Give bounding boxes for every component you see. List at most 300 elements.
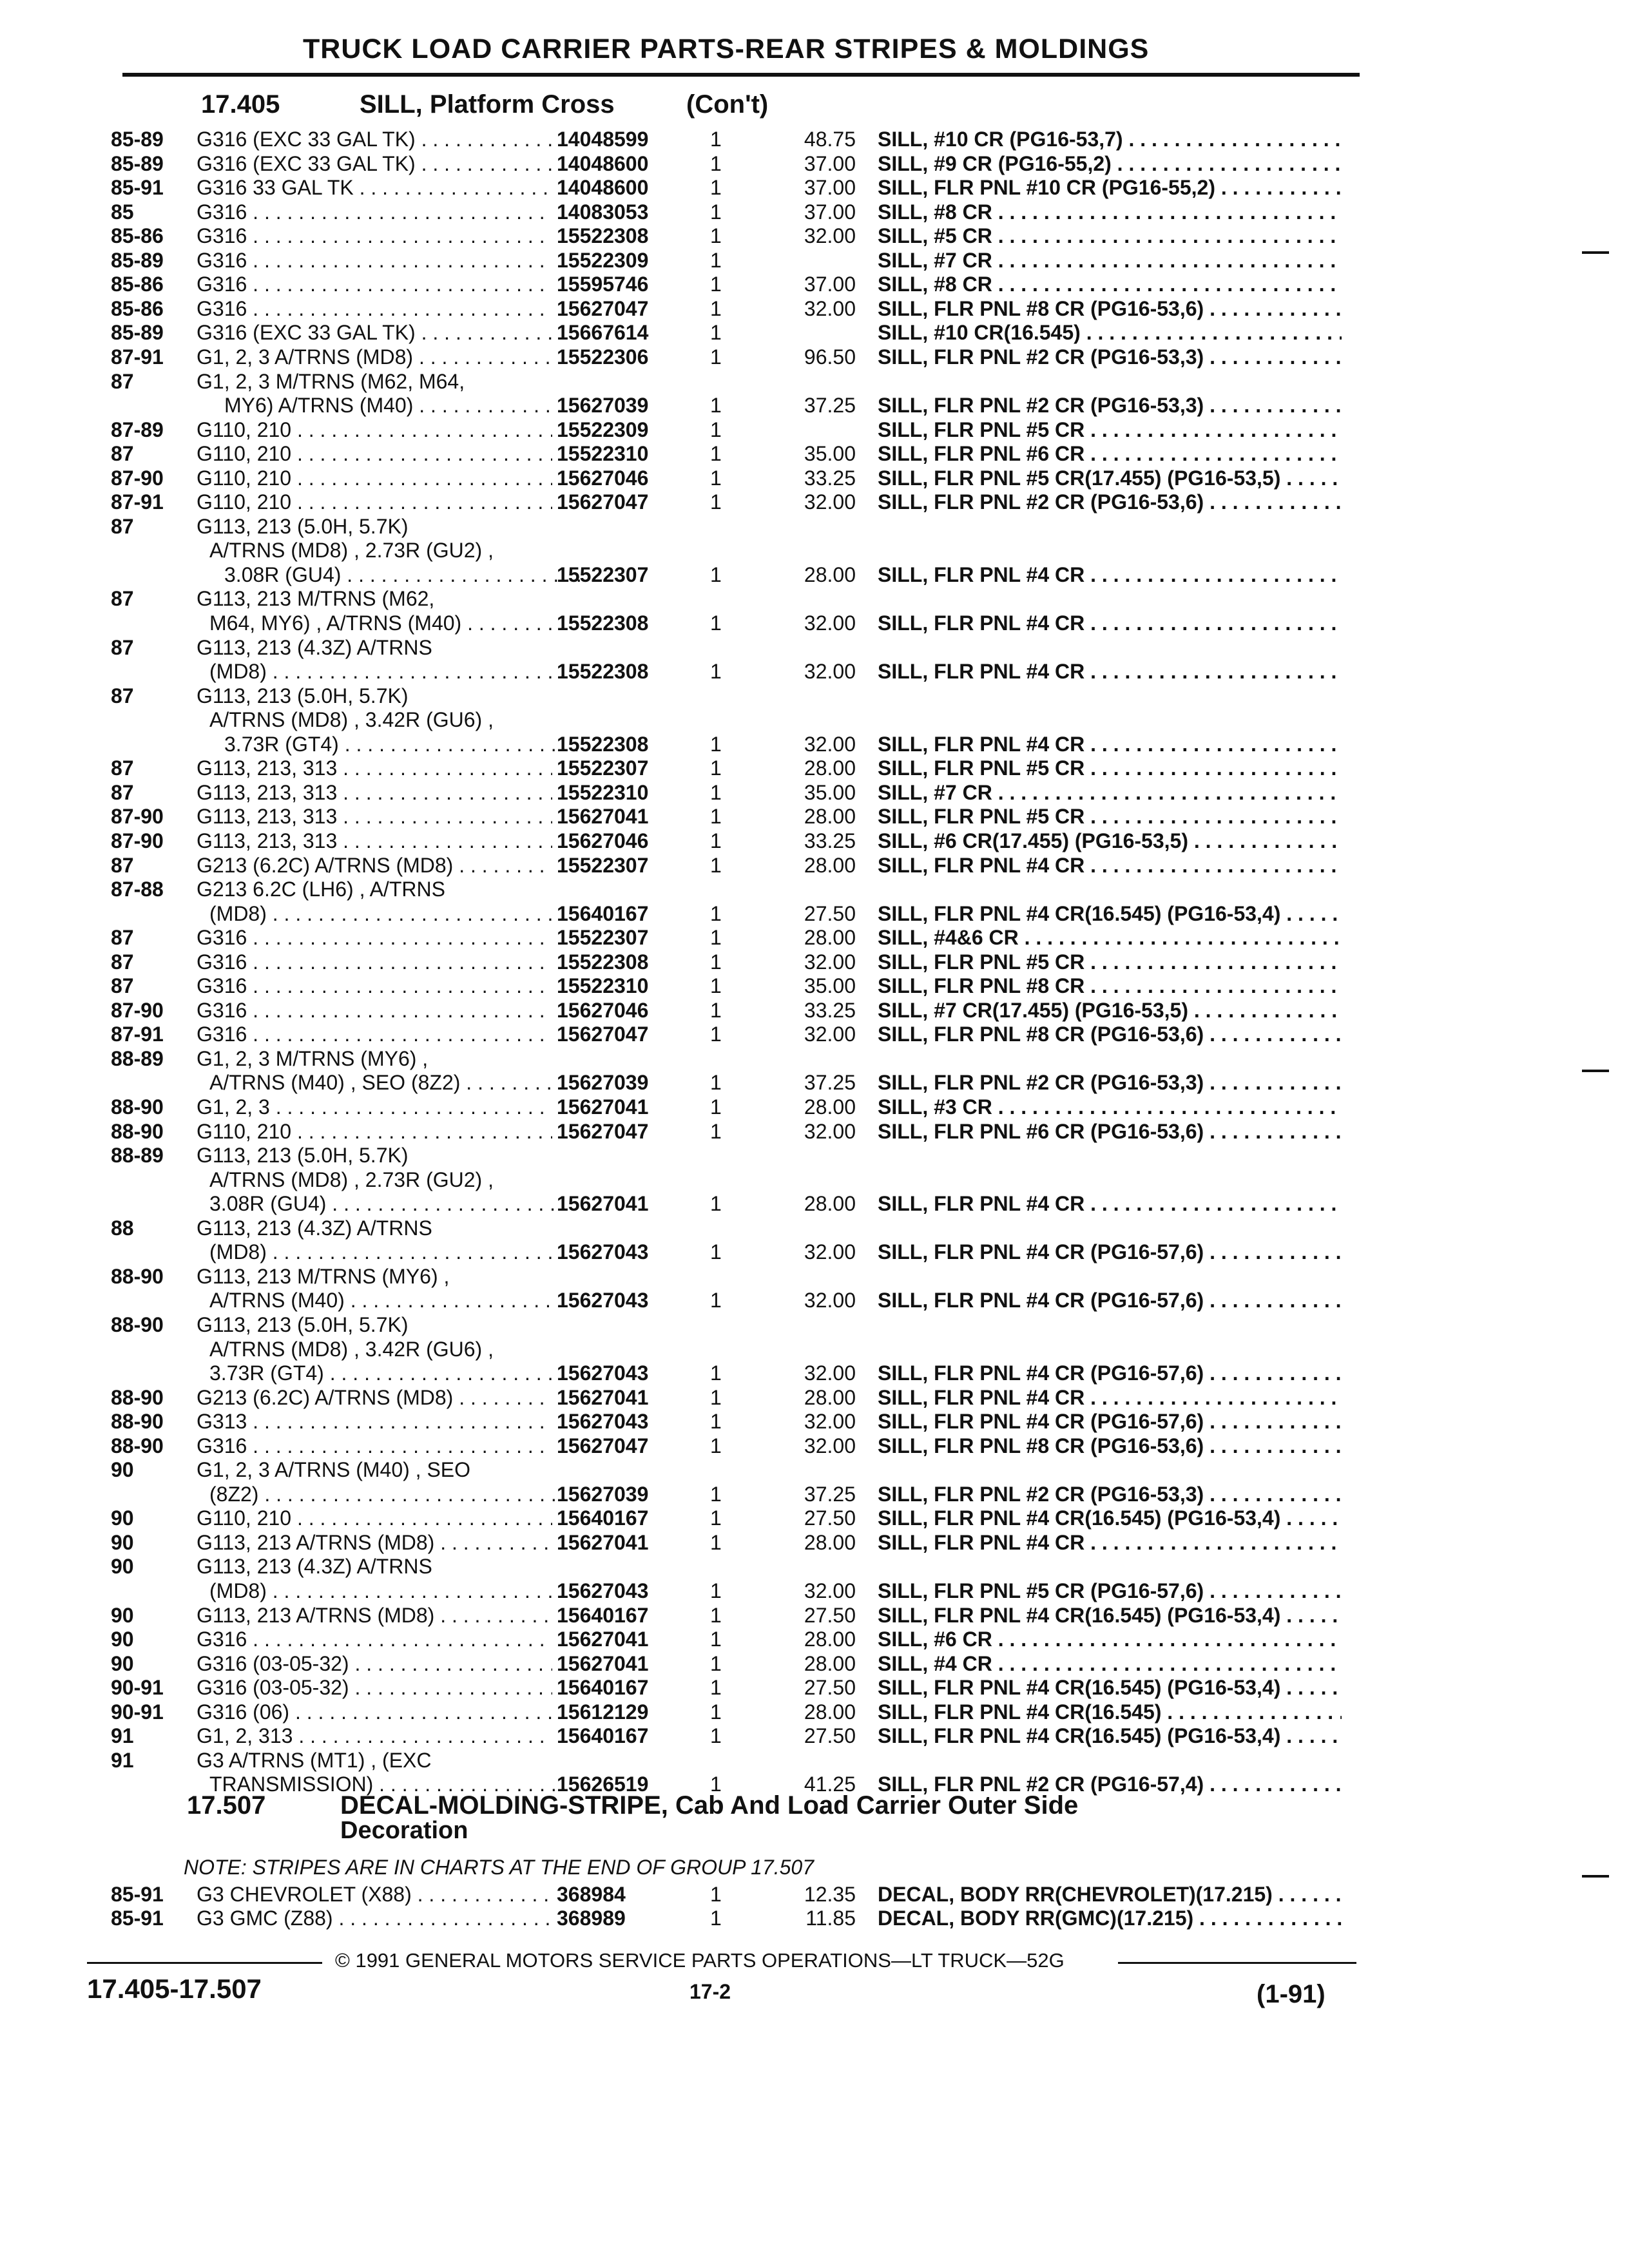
application-desc: G113, 213 M/TRNS (MY6) , <box>197 1264 450 1288</box>
application-desc: G316 . . . <box>197 249 552 273</box>
part-number: 15640167 <box>557 1676 649 1700</box>
quantity: 1 <box>710 273 722 296</box>
part-name: SILL, FLR PNL #4 CR . . . <box>878 1192 1342 1216</box>
quantity: 1 <box>710 1724 722 1748</box>
quantity: 1 <box>710 1603 722 1627</box>
application-desc: G113, 213 (5.0H, 5.7K) <box>197 514 409 538</box>
price: 32.00 <box>804 732 856 756</box>
application-desc: G316 . . . <box>197 974 552 998</box>
part-number: 15627041 <box>557 805 649 829</box>
price: 32.00 <box>804 950 856 974</box>
part-name: SILL, #6 CR(17.455) (PG16-53,5) . . . <box>878 829 1342 853</box>
quantity: 1 <box>710 1240 722 1264</box>
part-number: 15627043 <box>557 1579 649 1602</box>
section-heading-17507 <box>0 1791 1629 1849</box>
part-name: SILL, FLR PNL #8 CR (PG16-53,6) . . . <box>878 1434 1342 1458</box>
part-number: 15627047 <box>557 296 649 320</box>
quantity: 1 <box>710 1361 722 1385</box>
price: 32.00 <box>804 1289 856 1312</box>
price: 32.00 <box>804 1119 856 1143</box>
model-years: 87-91 <box>111 345 164 369</box>
part-number: 15640167 <box>557 1506 649 1530</box>
part-number: 15640167 <box>557 1724 649 1748</box>
application-desc: A/TRNS (MD8) , 2.73R (GU2) , <box>209 1168 494 1191</box>
model-years: 88-90 <box>111 1434 164 1457</box>
model-years: 87 <box>111 853 134 877</box>
price: 28.00 <box>804 805 856 829</box>
part-name: SILL, #4 CR . . . <box>878 1652 1342 1676</box>
model-years: 87 <box>111 950 134 974</box>
part-number: 15627039 <box>557 1071 649 1095</box>
application-desc: G113, 213 A/TRNS (MD8) . . . <box>197 1604 552 1628</box>
application-desc: G316 33 GAL TK . . . <box>197 176 552 200</box>
quantity: 1 <box>710 466 722 490</box>
price: 28.00 <box>804 1530 856 1554</box>
application-desc: G1, 2, 3 . . . <box>197 1095 552 1119</box>
part-number: 15522308 <box>557 224 649 248</box>
part-name: SILL, FLR PNL #4 CR(16.545) (PG16-53,4) . . . <box>878 902 1342 926</box>
quantity: 1 <box>710 200 722 224</box>
part-number: 15522309 <box>557 418 649 441</box>
price: 37.00 <box>804 200 856 224</box>
section-title: DECAL-MOLDING-STRIPE, Cab And Load Carrier Outer Side <box>340 1791 1079 1820</box>
part-number: 14048600 <box>557 176 649 200</box>
application-desc: MY6) A/TRNS (M40) . . . <box>224 394 580 418</box>
footer-page-number: 17-2 <box>689 1980 731 2003</box>
quantity: 1 <box>710 926 722 950</box>
quantity: 1 <box>710 1907 722 1930</box>
part-number: 15522306 <box>557 345 649 369</box>
quantity: 1 <box>710 176 722 200</box>
part-name: SILL, #6 CR . . . <box>878 1628 1342 1651</box>
application-desc: (MD8) . . . <box>209 660 565 684</box>
part-name: SILL, #7 CR . . . <box>878 249 1342 273</box>
part-name: SILL, #10 CR (PG16-53,7) . . . <box>878 128 1342 151</box>
model-years: 85-91 <box>111 1907 164 1930</box>
part-name: SILL, FLR PNL #2 CR (PG16-53,6) . . . <box>878 490 1342 514</box>
part-name: SILL, #9 CR (PG16-55,2) . . . <box>878 152 1342 176</box>
application-desc: G1, 2, 313 . . . <box>197 1724 552 1748</box>
part-name: SILL, FLR PNL #8 CR (PG16-53,6) . . . <box>878 297 1342 321</box>
part-name: SILL, FLR PNL #8 CR . . . <box>878 974 1342 998</box>
price: 37.25 <box>804 1482 856 1506</box>
header-rule <box>122 73 1360 77</box>
part-name: SILL, FLR PNL #4 CR . . . <box>878 1531 1342 1555</box>
quantity: 1 <box>710 562 722 586</box>
quantity: 1 <box>710 128 722 151</box>
part-name: SILL, #4&6 CR . . . <box>878 926 1342 950</box>
application-desc: G110, 210 . . . <box>197 490 552 514</box>
model-years: 87-91 <box>111 490 164 514</box>
part-number: 15522308 <box>557 732 649 756</box>
application-desc: G213 (6.2C) A/TRNS (MD8) . . . <box>197 1386 552 1410</box>
quantity: 1 <box>710 1628 722 1651</box>
quantity: 1 <box>710 853 722 877</box>
application-desc: G110, 210 . . . <box>197 418 552 442</box>
application-desc: G3 A/TRNS (MT1) , (EXC <box>197 1748 432 1772</box>
section-title-line2: Decoration <box>340 1817 468 1844</box>
price: 32.00 <box>804 611 856 635</box>
section-number: 17.405 <box>201 90 280 119</box>
part-number: 15627046 <box>557 829 649 852</box>
quantity: 1 <box>710 224 722 248</box>
price: 32.00 <box>804 1579 856 1602</box>
model-years: 87 <box>111 369 134 393</box>
quantity: 1 <box>710 1023 722 1046</box>
model-years: 85 <box>111 200 134 224</box>
part-name: SILL, FLR PNL #5 CR (PG16-57,6) . . . <box>878 1579 1342 1603</box>
application-desc: G113, 213 A/TRNS (MD8) . . . <box>197 1531 552 1555</box>
part-name: SILL, FLR PNL #5 CR . . . <box>878 418 1342 442</box>
part-number: 15522308 <box>557 611 649 635</box>
section-title: SILL, Platform Cross <box>360 90 615 119</box>
quantity: 1 <box>710 248 722 272</box>
part-number: 15612129 <box>557 1700 649 1724</box>
part-name: SILL, FLR PNL #10 CR (PG16-55,2) . . . <box>878 176 1342 200</box>
model-years: 85-86 <box>111 296 164 320</box>
section-number: 17.507 <box>187 1791 266 1820</box>
quantity: 1 <box>710 442 722 466</box>
application-desc: G213 6.2C (LH6) , A/TRNS <box>197 878 445 901</box>
model-years: 88-90 <box>111 1264 164 1288</box>
application-desc: G313 . . . <box>197 1410 552 1434</box>
part-number: 15627047 <box>557 490 649 514</box>
part-name: SILL, FLR PNL #4 CR . . . <box>878 563 1342 587</box>
part-name: SILL, FLR PNL #4 CR . . . <box>878 733 1342 756</box>
application-desc: G113, 213 (5.0H, 5.7K) <box>197 1144 409 1168</box>
quantity: 1 <box>710 1506 722 1530</box>
quantity: 1 <box>710 950 722 974</box>
quantity: 1 <box>710 345 722 369</box>
price: 48.75 <box>804 128 856 151</box>
part-name: SILL, FLR PNL #5 CR . . . <box>878 950 1342 974</box>
application-desc: (MD8) . . . <box>209 1579 565 1603</box>
application-desc: G316 (06) . . . <box>197 1700 552 1724</box>
application-desc: 3.73R (GT4) . . . <box>209 1361 565 1385</box>
part-name: SILL, FLR PNL #2 CR (PG16-53,3) . . . <box>878 394 1342 418</box>
model-years: 87-90 <box>111 466 164 490</box>
application-desc: G1, 2, 3 A/TRNS (M40) , SEO <box>197 1458 471 1482</box>
price: 28.00 <box>804 1385 856 1409</box>
application-desc: 3.73R (GT4) . . . <box>224 733 580 756</box>
model-years: 90 <box>111 1555 134 1579</box>
application-desc: A/TRNS (M40) . . . <box>209 1289 565 1312</box>
part-name: SILL, FLR PNL #2 CR (PG16-57,4) . . . <box>878 1773 1342 1796</box>
model-years: 90-91 <box>111 1700 164 1724</box>
application-desc: G113, 213 (4.3Z) A/TRNS <box>197 1555 432 1579</box>
model-years: 90 <box>111 1628 134 1651</box>
part-number: 15640167 <box>557 1603 649 1627</box>
margin-tick-mark <box>1582 1070 1609 1072</box>
price: 28.00 <box>804 756 856 780</box>
part-name: SILL, FLR PNL #6 CR (PG16-53,6) . . . <box>878 1120 1342 1144</box>
model-years: 88-90 <box>111 1385 164 1409</box>
application-desc: (8Z2) . . . <box>209 1483 565 1506</box>
price: 28.00 <box>804 562 856 586</box>
model-years: 90 <box>111 1603 134 1627</box>
part-number: 15627047 <box>557 1119 649 1143</box>
part-number: 15627041 <box>557 1095 649 1119</box>
application-desc: G316 (03-05-32) . . . <box>197 1676 552 1700</box>
part-number: 15522308 <box>557 950 649 974</box>
quantity: 1 <box>710 1773 722 1796</box>
application-desc: G316 (EXC 33 GAL TK) . . . <box>197 128 552 151</box>
price: 35.00 <box>804 974 856 998</box>
application-desc: G1, 2, 3 A/TRNS (MD8) . . . <box>197 345 552 369</box>
quantity: 1 <box>710 1883 722 1906</box>
part-name: DECAL, BODY RR(GMC)(17.215) . . . <box>878 1907 1342 1930</box>
part-number: 15522310 <box>557 442 649 466</box>
part-number: 15627041 <box>557 1530 649 1554</box>
margin-tick-mark <box>1582 1875 1609 1878</box>
part-name: SILL, FLR PNL #4 CR(16.545) (PG16-53,4) . . . <box>878 1676 1342 1700</box>
application-desc: G113, 213 (5.0H, 5.7K) <box>197 1312 409 1336</box>
price: 28.00 <box>804 926 856 950</box>
application-desc: G316 (EXC 33 GAL TK) . . . <box>197 321 552 345</box>
price: 28.00 <box>804 1700 856 1724</box>
model-years: 91 <box>111 1748 134 1772</box>
application-desc: G316 . . . <box>197 950 552 974</box>
part-name: SILL, FLR PNL #5 CR . . . <box>878 805 1342 829</box>
part-name: SILL, FLR PNL #4 CR . . . <box>878 611 1342 635</box>
part-number: 15522307 <box>557 853 649 877</box>
price: 32.00 <box>804 1434 856 1457</box>
part-name: SILL, FLR PNL #4 CR . . . <box>878 660 1342 684</box>
part-number: 368984 <box>557 1883 626 1906</box>
quantity: 1 <box>710 321 722 345</box>
application-desc: G1, 2, 3 M/TRNS (MY6) , <box>197 1046 429 1070</box>
model-years: 87 <box>111 442 134 466</box>
quantity: 1 <box>710 780 722 804</box>
price: 32.00 <box>804 660 856 684</box>
part-number: 15627039 <box>557 394 649 418</box>
quantity: 1 <box>710 1579 722 1602</box>
part-number: 14048600 <box>557 151 649 175</box>
application-desc: G110, 210 . . . <box>197 466 552 490</box>
part-number: 15522307 <box>557 926 649 950</box>
part-name: SILL, FLR PNL #5 CR . . . <box>878 756 1342 780</box>
quantity: 1 <box>710 1651 722 1675</box>
price: 96.50 <box>804 345 856 369</box>
application-desc: G316 . . . <box>197 297 552 321</box>
price: 27.50 <box>804 1724 856 1748</box>
model-years: 88-90 <box>111 1312 164 1336</box>
price: 27.50 <box>804 1676 856 1700</box>
quantity: 1 <box>710 1676 722 1700</box>
margin-tick-mark <box>1582 251 1609 254</box>
model-years: 85-86 <box>111 273 164 296</box>
quantity: 1 <box>710 490 722 514</box>
application-desc: A/TRNS (M40) , SEO (8Z2) . . . <box>209 1071 565 1095</box>
part-name: SILL, #10 CR(16.545) . . . <box>878 321 1342 345</box>
application-desc: G3 CHEVROLET (X88) . . . <box>197 1883 552 1907</box>
application-desc: G110, 210 . . . <box>197 1506 552 1530</box>
application-desc: G113, 213, 313 . . . <box>197 829 552 853</box>
application-desc: 3.08R (GU4) . . . <box>209 1192 565 1216</box>
price: 27.50 <box>804 1506 856 1530</box>
application-desc: A/TRNS (MD8) , 3.42R (GU6) , <box>209 708 494 732</box>
part-number: 15626519 <box>557 1773 649 1796</box>
price: 37.25 <box>804 394 856 418</box>
price: 32.00 <box>804 296 856 320</box>
part-name: SILL, FLR PNL #2 CR (PG16-53,3) . . . <box>878 345 1342 369</box>
model-years: 87 <box>111 974 134 998</box>
part-name: DECAL, BODY RR(CHEVROLET)(17.215) . . . <box>878 1883 1342 1907</box>
price: 32.00 <box>804 1410 856 1434</box>
footer-rule-right <box>1118 1962 1356 1964</box>
part-number: 15522307 <box>557 562 649 586</box>
quantity: 1 <box>710 901 722 925</box>
part-name: SILL, FLR PNL #5 CR(17.455) (PG16-53,5) . . . <box>878 466 1342 490</box>
part-number: 15522307 <box>557 756 649 780</box>
part-number: 14048599 <box>557 128 649 151</box>
price: 28.00 <box>804 853 856 877</box>
model-years: 87-90 <box>111 805 164 829</box>
part-number: 15522308 <box>557 660 649 684</box>
part-number: 15627047 <box>557 1434 649 1457</box>
application-desc: G113, 213 (4.3Z) A/TRNS <box>197 635 432 659</box>
quantity: 1 <box>710 998 722 1022</box>
part-name: SILL, FLR PNL #4 CR (PG16-57,6) . . . <box>878 1361 1342 1385</box>
quantity: 1 <box>710 732 722 756</box>
part-number: 15522310 <box>557 974 649 998</box>
application-desc: G316 . . . <box>197 1023 552 1046</box>
part-number: 15627046 <box>557 466 649 490</box>
price: 35.00 <box>804 780 856 804</box>
price: 41.25 <box>804 1773 856 1796</box>
model-years: 90 <box>111 1530 134 1554</box>
quantity: 1 <box>710 1192 722 1216</box>
model-years: 87 <box>111 926 134 950</box>
application-desc: G113, 213 (4.3Z) A/TRNS <box>197 1216 432 1240</box>
part-number: 15627041 <box>557 1628 649 1651</box>
footer-copyright: © 1991 GENERAL MOTORS SERVICE PARTS OPERATIONS—LT TRUCK—52G <box>335 1949 1065 1972</box>
footer-date: (1-91) <box>1257 1980 1325 2008</box>
application-desc: G113, 213 (5.0H, 5.7K) <box>197 684 409 707</box>
price: 37.25 <box>804 1071 856 1095</box>
application-desc: G113, 213, 313 . . . <box>197 781 552 805</box>
section-heading-17405 <box>0 90 1629 121</box>
part-number: 15522309 <box>557 248 649 272</box>
application-desc: 3.08R (GU4) . . . <box>224 563 580 587</box>
quantity: 1 <box>710 1530 722 1554</box>
model-years: 87 <box>111 514 134 538</box>
model-years: 88-90 <box>111 1095 164 1119</box>
application-desc: G213 (6.2C) A/TRNS (MD8) . . . <box>197 854 552 878</box>
part-name: SILL, FLR PNL #4 CR(16.545) (PG16-53,4) . . . <box>878 1724 1342 1748</box>
price: 37.00 <box>804 151 856 175</box>
part-name: SILL, #5 CR . . . <box>878 224 1342 248</box>
quantity: 1 <box>710 1289 722 1312</box>
model-years: 88-89 <box>111 1046 164 1070</box>
part-number: 368989 <box>557 1907 626 1930</box>
part-number: 15627047 <box>557 1023 649 1046</box>
part-name: SILL, FLR PNL #2 CR (PG16-53,3) . . . <box>878 1483 1342 1506</box>
price: 28.00 <box>804 1628 856 1651</box>
application-desc: G316 . . . <box>197 200 552 224</box>
model-years: 87-88 <box>111 878 164 901</box>
quantity: 1 <box>710 611 722 635</box>
part-name: SILL, FLR PNL #4 CR (PG16-57,6) . . . <box>878 1410 1342 1434</box>
quantity: 1 <box>710 974 722 998</box>
part-name: SILL, FLR PNL #4 CR (PG16-57,6) . . . <box>878 1289 1342 1312</box>
quantity: 1 <box>710 805 722 829</box>
application-desc: A/TRNS (MD8) , 3.42R (GU6) , <box>209 1337 494 1361</box>
quantity: 1 <box>710 1095 722 1119</box>
model-years: 87 <box>111 635 134 659</box>
quantity: 1 <box>710 1434 722 1457</box>
section-continued: (Con't) <box>686 90 769 119</box>
price: 32.00 <box>804 1361 856 1385</box>
application-desc: G316 . . . <box>197 1434 552 1458</box>
application-desc: G316 . . . <box>197 926 552 950</box>
quantity: 1 <box>710 1119 722 1143</box>
model-years: 87 <box>111 684 134 707</box>
part-number: 15595746 <box>557 273 649 296</box>
price: 37.00 <box>804 273 856 296</box>
price: 27.50 <box>804 1603 856 1627</box>
part-name: SILL, FLR PNL #4 CR . . . <box>878 854 1342 878</box>
model-years: 87-89 <box>111 418 164 441</box>
part-number: 15627043 <box>557 1289 649 1312</box>
application-desc: G113, 213, 313 . . . <box>197 805 552 829</box>
price: 32.00 <box>804 1240 856 1264</box>
application-desc: G3 GMC (Z88) . . . <box>197 1907 552 1930</box>
quantity: 1 <box>710 1385 722 1409</box>
application-desc: G316 . . . <box>197 1628 552 1651</box>
model-years: 90 <box>111 1506 134 1530</box>
part-number: 15627041 <box>557 1192 649 1216</box>
part-name: SILL, FLR PNL #4 CR(16.545) (PG16-53,4) . . . <box>878 1506 1342 1530</box>
quantity: 1 <box>710 829 722 852</box>
application-desc: G110, 210 . . . <box>197 442 552 466</box>
part-number: 15522310 <box>557 780 649 804</box>
part-name: SILL, FLR PNL #4 CR . . . <box>878 1386 1342 1410</box>
part-number: 15627043 <box>557 1240 649 1264</box>
part-number: 15640167 <box>557 901 649 925</box>
price: 28.00 <box>804 1192 856 1216</box>
quantity: 1 <box>710 151 722 175</box>
application-desc: G316 (03-05-32) . . . <box>197 1652 552 1676</box>
model-years: 90 <box>111 1651 134 1675</box>
part-number: 15627046 <box>557 998 649 1022</box>
part-name: SILL, FLR PNL #4 CR(16.545) . . . <box>878 1700 1342 1724</box>
quantity: 1 <box>710 296 722 320</box>
price: 33.25 <box>804 998 856 1022</box>
part-number: 15667614 <box>557 321 649 345</box>
part-number: 14083053 <box>557 200 649 224</box>
application-desc: A/TRNS (MD8) , 2.73R (GU2) , <box>209 539 494 562</box>
model-years: 85-89 <box>111 321 164 345</box>
model-years: 87 <box>111 756 134 780</box>
model-years: 87-90 <box>111 998 164 1022</box>
quantity: 1 <box>710 1071 722 1095</box>
part-name: SILL, FLR PNL #4 CR (PG16-57,6) . . . <box>878 1240 1342 1264</box>
page-header: TRUCK LOAD CARRIER PARTS-REAR STRIPES & MOLDINGS <box>303 34 1150 64</box>
quantity: 1 <box>710 660 722 684</box>
model-years: 88-89 <box>111 1144 164 1168</box>
part-name: SILL, FLR PNL #8 CR (PG16-53,6) . . . <box>878 1023 1342 1046</box>
price: 11.85 <box>805 1907 856 1930</box>
footer-rule-left <box>87 1962 322 1964</box>
application-desc: G316 . . . <box>197 224 552 248</box>
model-years: 85-89 <box>111 248 164 272</box>
application-desc: (MD8) . . . <box>209 1240 565 1264</box>
model-years: 90 <box>111 1458 134 1482</box>
quantity: 1 <box>710 756 722 780</box>
footer-group-range: 17.405-17.507 <box>87 1974 262 2004</box>
model-years: 85-91 <box>111 1883 164 1906</box>
